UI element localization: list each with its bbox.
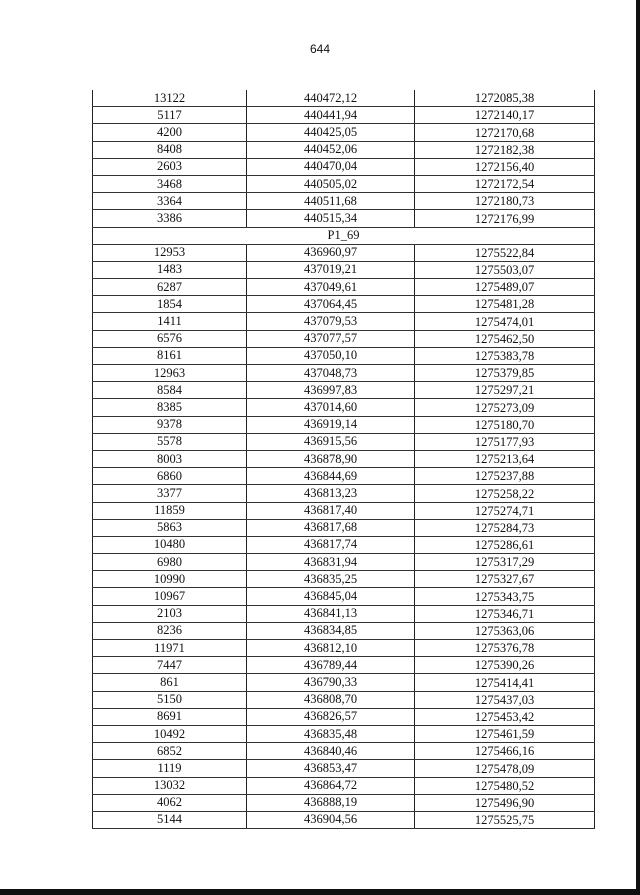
y-coordinate-cell: 1275258,22: [415, 485, 595, 502]
coordinates-table: [92, 90, 595, 829]
x-coordinate-cell: 436808,70: [247, 691, 415, 708]
point-id-cell: 8385: [93, 399, 247, 416]
x-coordinate-cell: 436997,83: [247, 382, 415, 399]
y-coordinate-cell: 1275390,26: [415, 657, 595, 674]
y-coordinate-cell: 1275363,06: [415, 622, 595, 639]
x-coordinate-cell: 436789,44: [247, 657, 415, 674]
point-id-cell: 5117: [93, 107, 247, 124]
point-id-cell: 1119: [93, 760, 247, 777]
x-coordinate-cell: 436817,74: [247, 536, 415, 553]
x-coordinate-cell: 436835,25: [247, 571, 415, 588]
table-row: [93, 124, 595, 141]
y-coordinate-cell: 1275522,84: [415, 244, 595, 261]
x-coordinate-cell: 437049,61: [247, 279, 415, 296]
x-coordinate-cell: 436812,10: [247, 640, 415, 657]
table-row: [93, 691, 595, 708]
point-id-cell: 6980: [93, 554, 247, 571]
table-row: [93, 399, 595, 416]
y-coordinate-cell: 1275346,71: [415, 605, 595, 622]
point-id-cell: 10990: [93, 571, 247, 588]
point-id-cell: 6860: [93, 468, 247, 485]
x-coordinate-cell: 436813,23: [247, 485, 415, 502]
y-coordinate-cell: 1275414,41: [415, 674, 595, 691]
y-coordinate-cell: 1272180,73: [415, 193, 595, 210]
table-row: [93, 571, 595, 588]
table-row: [93, 502, 595, 519]
point-id-cell: 8161: [93, 347, 247, 364]
table-row: [93, 725, 595, 742]
section-row: [93, 227, 595, 244]
scan-edge: [0, 889, 640, 895]
point-id-cell: 3377: [93, 485, 247, 502]
point-id-cell: 5863: [93, 519, 247, 536]
point-id-cell: 6287: [93, 279, 247, 296]
point-id-cell: 2103: [93, 605, 247, 622]
table-row: [93, 210, 595, 227]
y-coordinate-cell: 1275462,50: [415, 330, 595, 347]
x-coordinate-cell: 440472,12: [247, 90, 415, 107]
point-id-cell: 10492: [93, 725, 247, 742]
table-row: [93, 330, 595, 347]
y-coordinate-cell: 1275379,85: [415, 365, 595, 382]
y-coordinate-cell: 1275297,21: [415, 382, 595, 399]
y-coordinate-cell: 1275480,52: [415, 777, 595, 794]
point-id-cell: 12953: [93, 244, 247, 261]
point-id-cell: 5144: [93, 811, 247, 828]
y-coordinate-cell: 1275284,73: [415, 519, 595, 536]
y-coordinate-cell: 1275237,88: [415, 468, 595, 485]
table-row: [93, 588, 595, 605]
table-row: [93, 760, 595, 777]
table-row: [93, 708, 595, 725]
y-coordinate-cell: 1272140,17: [415, 107, 595, 124]
x-coordinate-cell: 436960,97: [247, 244, 415, 261]
table-row: [93, 450, 595, 467]
point-id-cell: 9378: [93, 416, 247, 433]
table-row: [93, 811, 595, 828]
y-coordinate-cell: 1275213,64: [415, 450, 595, 467]
table-row: [93, 536, 595, 553]
table-row: [93, 674, 595, 691]
y-coordinate-cell: 1275376,78: [415, 640, 595, 657]
point-id-cell: 8003: [93, 450, 247, 467]
y-coordinate-cell: 1275177,93: [415, 433, 595, 450]
point-id-cell: 10480: [93, 536, 247, 553]
y-coordinate-cell: 1275461,59: [415, 725, 595, 742]
point-id-cell: 10967: [93, 588, 247, 605]
x-coordinate-cell: 436790,33: [247, 674, 415, 691]
y-coordinate-cell: 1275286,61: [415, 536, 595, 553]
x-coordinate-cell: 440441,94: [247, 107, 415, 124]
x-coordinate-cell: 436835,48: [247, 725, 415, 742]
table-row: [93, 519, 595, 536]
point-id-cell: 1483: [93, 261, 247, 278]
y-coordinate-cell: 1275525,75: [415, 811, 595, 828]
y-coordinate-cell: 1275503,07: [415, 261, 595, 278]
y-coordinate-cell: 1275466,16: [415, 743, 595, 760]
table-row: [93, 605, 595, 622]
table-row: [93, 279, 595, 296]
table-row: [93, 777, 595, 794]
point-id-cell: 13032: [93, 777, 247, 794]
x-coordinate-cell: 436841,13: [247, 605, 415, 622]
x-coordinate-cell: 437064,45: [247, 296, 415, 313]
y-coordinate-cell: 1272176,99: [415, 210, 595, 227]
x-coordinate-cell: 436878,90: [247, 450, 415, 467]
point-id-cell: 861: [93, 674, 247, 691]
table-row: [93, 90, 595, 107]
y-coordinate-cell: 1272156,40: [415, 158, 595, 175]
x-coordinate-cell: 436831,94: [247, 554, 415, 571]
y-coordinate-cell: 1272182,38: [415, 141, 595, 158]
table-row: [93, 107, 595, 124]
point-id-cell: 5578: [93, 433, 247, 450]
x-coordinate-cell: 437019,21: [247, 261, 415, 278]
x-coordinate-cell: 440515,34: [247, 210, 415, 227]
point-id-cell: 1411: [93, 313, 247, 330]
table-row: [93, 158, 595, 175]
table-row: [93, 141, 595, 158]
y-coordinate-cell: 1275478,09: [415, 760, 595, 777]
table-row: [93, 382, 595, 399]
table-body-lower: [93, 244, 595, 828]
x-coordinate-cell: 437077,57: [247, 330, 415, 347]
table-row: [93, 347, 595, 364]
y-coordinate-cell: 1275274,71: [415, 502, 595, 519]
point-id-cell: 11971: [93, 640, 247, 657]
x-coordinate-cell: 437014,60: [247, 399, 415, 416]
table-row: [93, 193, 595, 210]
table-row: [93, 554, 595, 571]
y-coordinate-cell: 1272085,38: [415, 90, 595, 107]
x-coordinate-cell: 436840,46: [247, 743, 415, 760]
x-coordinate-cell: 436845,04: [247, 588, 415, 605]
y-coordinate-cell: 1275453,42: [415, 708, 595, 725]
section-header: [93, 227, 595, 244]
y-coordinate-cell: 1275327,67: [415, 571, 595, 588]
x-coordinate-cell: 437048,73: [247, 365, 415, 382]
point-id-cell: 7447: [93, 657, 247, 674]
y-coordinate-cell: 1275437,03: [415, 691, 595, 708]
table-row: [93, 433, 595, 450]
x-coordinate-cell: 436844,69: [247, 468, 415, 485]
x-coordinate-cell: 436919,14: [247, 416, 415, 433]
point-id-cell: 13122: [93, 90, 247, 107]
point-id-cell: 2603: [93, 158, 247, 175]
y-coordinate-cell: 1275343,75: [415, 588, 595, 605]
x-coordinate-cell: 436826,57: [247, 708, 415, 725]
table-body-upper: [93, 90, 595, 227]
y-coordinate-cell: 1275383,78: [415, 347, 595, 364]
point-id-cell: 6576: [93, 330, 247, 347]
x-coordinate-cell: 436915,56: [247, 433, 415, 450]
table-row: [93, 485, 595, 502]
y-coordinate-cell: 1272170,68: [415, 124, 595, 141]
y-coordinate-cell: 1275180,70: [415, 416, 595, 433]
point-id-cell: 8408: [93, 141, 247, 158]
x-coordinate-cell: 436864,72: [247, 777, 415, 794]
x-coordinate-cell: 440511,68: [247, 193, 415, 210]
y-coordinate-cell: 1272172,54: [415, 175, 595, 192]
point-id-cell: 8691: [93, 708, 247, 725]
point-id-cell: 6852: [93, 743, 247, 760]
x-coordinate-cell: 437050,10: [247, 347, 415, 364]
table-row: [93, 296, 595, 313]
table-row: [93, 640, 595, 657]
table-row: [93, 622, 595, 639]
x-coordinate-cell: 440425,05: [247, 124, 415, 141]
table-row: [93, 416, 595, 433]
section-label: P1_69: [93, 227, 595, 244]
x-coordinate-cell: 436853,47: [247, 760, 415, 777]
table-row: [93, 261, 595, 278]
x-coordinate-cell: 436904,56: [247, 811, 415, 828]
x-coordinate-cell: 437079,53: [247, 313, 415, 330]
x-coordinate-cell: 436888,19: [247, 794, 415, 811]
y-coordinate-cell: 1275489,07: [415, 279, 595, 296]
table-row: [93, 657, 595, 674]
point-id-cell: 4200: [93, 124, 247, 141]
table-row: [93, 175, 595, 192]
x-coordinate-cell: 440452,06: [247, 141, 415, 158]
point-id-cell: 3364: [93, 193, 247, 210]
table-row: [93, 794, 595, 811]
table-row: [93, 468, 595, 485]
table-row: [93, 365, 595, 382]
point-id-cell: 8236: [93, 622, 247, 639]
y-coordinate-cell: 1275481,28: [415, 296, 595, 313]
y-coordinate-cell: 1275273,09: [415, 399, 595, 416]
y-coordinate-cell: 1275474,01: [415, 313, 595, 330]
point-id-cell: 1854: [93, 296, 247, 313]
point-id-cell: 4062: [93, 794, 247, 811]
table-row: [93, 244, 595, 261]
point-id-cell: 11859: [93, 502, 247, 519]
table-row: [93, 743, 595, 760]
x-coordinate-cell: 440470,04: [247, 158, 415, 175]
x-coordinate-cell: 436817,68: [247, 519, 415, 536]
point-id-cell: 12963: [93, 365, 247, 382]
point-id-cell: 8584: [93, 382, 247, 399]
table-row: [93, 313, 595, 330]
x-coordinate-cell: 440505,02: [247, 175, 415, 192]
x-coordinate-cell: 436834,85: [247, 622, 415, 639]
x-coordinate-cell: 436817,40: [247, 502, 415, 519]
y-coordinate-cell: 1275317,29: [415, 554, 595, 571]
point-id-cell: 3468: [93, 175, 247, 192]
y-coordinate-cell: 1275496,90: [415, 794, 595, 811]
page-number: 644: [309, 42, 331, 56]
point-id-cell: 5150: [93, 691, 247, 708]
point-id-cell: 3386: [93, 210, 247, 227]
